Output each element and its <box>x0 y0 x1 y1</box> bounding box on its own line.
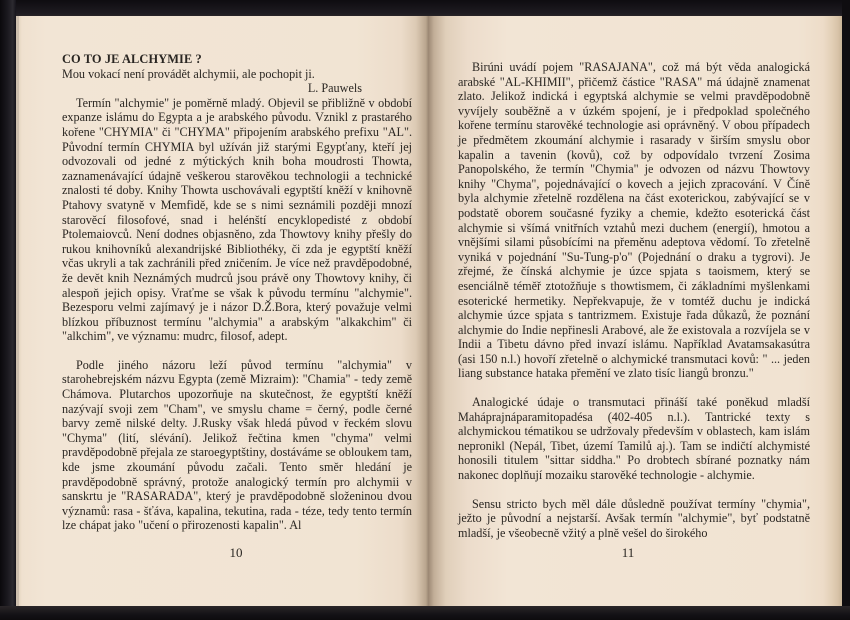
scan-frame-bottom <box>0 606 850 620</box>
paragraph: Podle jiného názoru leží původ termínu "alchymia" v starohebrejském názvu Egypta (země Mizraim): "Chamia" - tedy země Chámova. Plutarchos upozorňuje na skutečnost, že egyptští kněží nazývají svoji zem "Cham", ve smyslu chame = černý, podle černé barvy země nilské delty. J.Rusky však hledá původ v řeckém slovu "Chyma" (lití, slévání). Jelikož řečtina kmen "chyma" velmi pravděpodobně přejala ze staroegyptštiny, dostáváme se obloukem tam, kde jsme zkoumání původu začali. Tento směr hledání je pravděpodobně správný, protože analogický termín pro alchymii v sanskrtu je "RASARADA", který je pravděpodobně složeninou dvou významů: rasa - šťáva, kapalina, tekutina, rada - téze, tedy tento termín lze chápat jako "učení o přirozenosti kapalin". Al <box>62 357 412 533</box>
left-page <box>16 16 428 606</box>
scan-frame-left <box>0 0 16 620</box>
paragraph-gap <box>458 483 810 497</box>
open-book <box>16 16 842 606</box>
right-page-text <box>458 60 810 540</box>
paragraph: Sensu stricto bych měl dále důsledně používat termíny "chymia", ježto je původní a nejstarší. Avšak termín "alchymie", byť podstatně mladší, je všeobecně vžitý a plně vešel do širokého <box>458 496 810 540</box>
paragraph: Termín "alchymie" je poměrně mladý. Objevil se přibližně v období expanze islámu do Egypta a je arabského původu. Vznikl z prastarého kořene "CHYMIA" či "CHYMA" připojením arabského prefixu "AL". Původní termín CHYMIA byl užíván již starými Egypťany, kteří jej odvozovali od jedné z mýtických knih boha moudrosti Thowta, zaznamenávající údajně veškerou starověkou technologii a technické znalosti té doby. Knihy Thowta uschovávali egyptští kněží v knihovně Ptahovy svatyně v Memfidě, kde se s nimi seznámili později mnozí starověcí filosofové, snad i helénští encyklopedisté z období Ptolemaiovců. Není dodnes objasněno, zda Thowtovy knihy přešly do rukou knihovníků alexandrijské Bibliothéky, či zda je egyptští kněží včas ukryli a tak zachránili před zničením. Je více než pravděpodobné, že devět knih Neznámých mudrců jsou právě ony Thowtovy knihy, či alespoň jejich opisy. Vraťme se však k původu termínu "alchymie". Bezesporu velmi zajímavý je i názor D.Ž.Bora, který považuje velmi blízkou příbuznost termínu "alchymia" a arabským "alkakchim" či "alkchim", ve významu: mudrc, filosof, adept. <box>62 95 412 344</box>
epigraph-author: L. Pauwels <box>307 81 362 96</box>
scan-frame-right <box>842 0 850 620</box>
right-page <box>428 16 842 606</box>
chapter-title: CO TO JE ALCHYMIE ? <box>62 52 202 66</box>
page-number: 11 <box>621 545 635 560</box>
paragraph-gap <box>62 344 412 358</box>
epigraph-quote: Mou vokací není provádět alchymii, ale pochopit ji. <box>62 66 315 81</box>
page-number: 10 <box>229 545 243 560</box>
paragraph: Analogické údaje o transmutaci přináší také poněkud mladší Maháprajnáparamitopadésa (402-405 n.l.). Tantrické texty s alchymickou tématikou se udržovaly především v oblastech, kam islám nepronikl (Nepál, Tibet, území Tamilů aj.). Tam se indičtí alchymisté honosili titulem "sittar siddha." Po drobtech sbírané poznatky nám nakonec doplňují mozaiku starověké technologie - alchymie. <box>458 395 810 483</box>
paragraph-gap <box>458 381 810 395</box>
page-edge <box>16 16 19 606</box>
left-page-text <box>62 52 412 533</box>
paragraph: Birúni uvádí pojem "RASAJANA", což má být věda analogická arabské "AL-KHIMII", přičemž částice "RASA" má údajně znamenat zlato. Jelikož indická i egyptská alchymie se velmi pravděpodobně vyvíjely souběžně a v úzkém spojení, je i předpoklad společného kořene termínu starověké technologie asi oprávněný. V obou případech je předmětem zkoumání alchymie i rasarady v širším smyslu obor kapalin a tavenin (kovů), což by odpovídalo tvrzení Zosima Panopolského, že termín "Chymia" je odvozen od názvu Thowtovy knihy "Chyma", pojednávající o kovech a jejich zpracování. V Číně byla alchymie zřetelně rozdělena na část exoterickou, zabývající se v podstatě oborem současné fyziky a chemie, kdežto esoterická část alchymie si všímá vnitřních vztahů mezi duchem (energií), hmotou a vnějšími silami působícími na přeměnu adeptova vědomí. To zřetelně vyniká v pojednání "Su-Tung-p'o" (Pojednání o draku a tygrovi). Je zřejmé, že čínská alchymie je úzce spjata s taoismem, který se esenciálně téměř ztotožňuje s thowtismem, či základními myšlenkami esoterické hermetiky. Nepřekvapuje, že v tomtéž duchu je indická alchymie úzce spjata s tantrizmem. Existuje řada důkazů, že poznání alchymie do Indie nepřinesli Arabové, ale že existovala a rozvíjela se v Indii a Tibetu dávno před invazí islámu. Například Avatamsakasútra (asi 150 n.l.) hovoří zřetelně o alchymické transmutaci kovů: " ... jeden liang substance hataka přemění ve zlato tisíc liangů bronzu." <box>458 60 810 381</box>
